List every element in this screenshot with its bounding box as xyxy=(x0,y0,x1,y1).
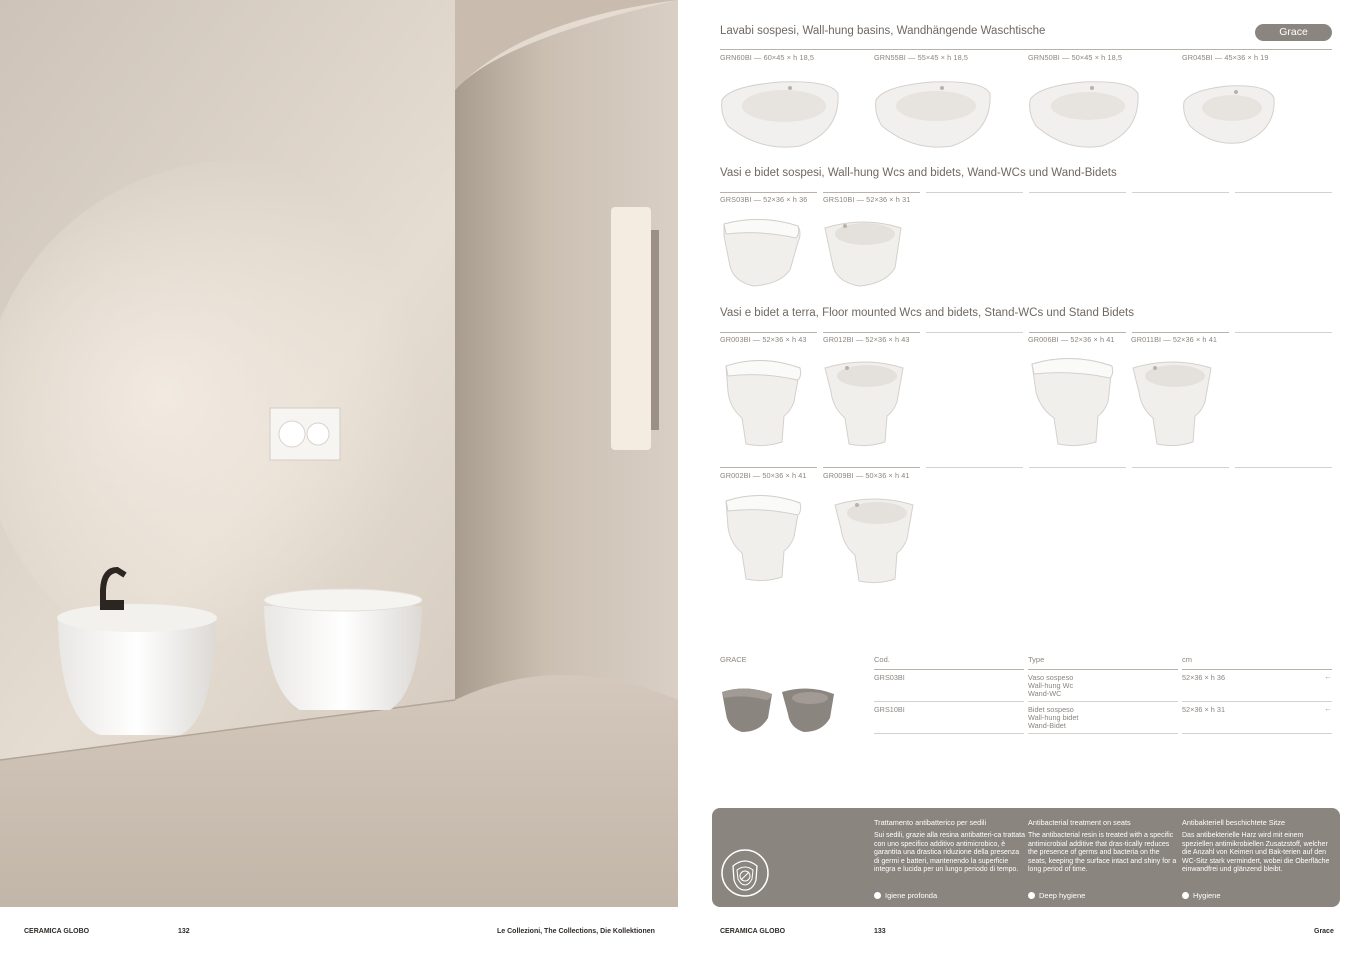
divider xyxy=(1182,669,1332,670)
info-tag-it xyxy=(874,891,937,900)
info-text-en: The antibacterial resin is treated with a specific antimicrobial additive that dras-tically reduces the presence of germs and bacteria on the seats, keeping the surface intact and shiny for a long period of time. xyxy=(1028,832,1177,874)
arrow-icon: ← xyxy=(1324,672,1332,681)
product-code: GR011BI — 52×36 × h 41 xyxy=(1131,335,1218,344)
table-header-size: cm xyxy=(1182,655,1192,664)
bullet-icon xyxy=(874,892,881,899)
divider xyxy=(823,467,920,468)
bidet-image xyxy=(1131,352,1215,450)
divider xyxy=(1029,467,1126,468)
divider xyxy=(1028,733,1178,734)
product-code: GRS03BI — 52×36 × h 36 xyxy=(720,195,808,204)
info-tag-en xyxy=(1028,891,1085,900)
product-code: GR006BI — 52×36 × h 41 xyxy=(1028,335,1115,344)
bathroom-scene-image xyxy=(0,0,678,907)
divider xyxy=(1182,701,1332,702)
divider xyxy=(1028,669,1178,670)
bidet-image xyxy=(823,352,907,450)
info-heading-de: Antibakteriell beschichtete Sitze xyxy=(1182,818,1286,827)
divider xyxy=(874,733,1024,734)
info-tag-label: Hygiene xyxy=(1193,891,1221,900)
table-cell-size: 52×36 × h 36 xyxy=(1182,673,1226,682)
divider xyxy=(1235,192,1332,193)
divider xyxy=(1028,701,1178,702)
antibacterial-seat-icon xyxy=(720,848,770,898)
info-heading-en: Antibacterial treatment on seats xyxy=(1028,818,1131,827)
info-text-de: Das antibekterielle Harz wird mit einem speziellen antimikrobiellen Zusatzstoff, welcher die Anzahl von Keimen und Bak-terien auf den WC-Sitz stark vermindert, wobei die Oberfläche einwandfrei und glänzend bleibt. xyxy=(1182,832,1330,874)
divider xyxy=(1132,332,1229,333)
footer-page-left: 132 xyxy=(178,928,190,935)
product-code: GRN60BI — 60×45 × h 18,5 xyxy=(720,53,815,62)
footer-name-right: Grace xyxy=(1314,928,1334,935)
divider xyxy=(720,49,1332,50)
basin-image xyxy=(1182,78,1276,150)
divider xyxy=(926,332,1023,333)
wc-image xyxy=(720,212,802,288)
divider xyxy=(926,467,1023,468)
table-cell-type: Bidet sospeso xyxy=(1028,705,1074,714)
product-silhouettes xyxy=(720,684,860,736)
section-title-basins: Lavabi sospesi, Wall-hung basins, Wandhängende Waschtische xyxy=(720,25,1046,37)
table-cell-type: Wall-hung Wc xyxy=(1028,681,1074,690)
divider xyxy=(1132,192,1229,193)
product-code: GR045BI — 45×36 × h 19 xyxy=(1182,53,1269,62)
table-cell-type: Vaso sospeso xyxy=(1028,673,1074,682)
divider xyxy=(1235,332,1332,333)
table-cell-size: 52×36 × h 31 xyxy=(1182,705,1226,714)
divider xyxy=(874,701,1024,702)
product-code: GR002BI — 50×36 × h 41 xyxy=(720,471,807,480)
antibacterial-info-box xyxy=(712,808,1340,907)
divider xyxy=(926,192,1023,193)
table-header-type: Type xyxy=(1028,655,1045,664)
divider xyxy=(720,467,817,468)
arrow-icon: ← xyxy=(1324,704,1332,713)
divider xyxy=(720,332,817,333)
section-title-floor: Vasi e bidet a terra, Floor mounted Wcs and bidets, Stand-WCs und Stand Bidets xyxy=(720,307,1134,319)
product-code: GRN50BI — 50×45 × h 18,5 xyxy=(1028,53,1123,62)
basin-image xyxy=(874,72,992,152)
table-cell-type: Wand-WC xyxy=(1028,689,1062,698)
bidet-image xyxy=(823,212,905,288)
footer-collection: Le Collezioni, The Collections, Die Kollektionen xyxy=(497,928,655,935)
info-tag-de xyxy=(1182,891,1221,900)
table-cell-code: GRS10BI xyxy=(874,705,905,714)
product-code: GR003BI — 52×36 × h 43 xyxy=(720,335,807,344)
divider xyxy=(1029,192,1126,193)
basin-image xyxy=(1028,72,1140,152)
table-cell-code: GRS03BI xyxy=(874,673,905,682)
wc-image xyxy=(720,487,804,585)
divider xyxy=(1132,467,1229,468)
divider xyxy=(1235,467,1332,468)
info-tag-label: Igiene profonda xyxy=(885,891,938,900)
footer-brand-left: CERAMICA GLOBO xyxy=(24,928,90,935)
product-code: GRS10BI — 52×36 × h 31 xyxy=(823,195,911,204)
table-header-collection: GRACE xyxy=(720,655,747,664)
table-cell-type: Wand-Bidet xyxy=(1028,721,1066,730)
product-code: GR009BI — 50×36 × h 41 xyxy=(823,471,910,480)
divider xyxy=(823,332,920,333)
bullet-icon xyxy=(1182,892,1189,899)
wc-image xyxy=(1028,350,1116,450)
table-cell-type: Wall-hung bidet xyxy=(1028,713,1079,722)
wc-image xyxy=(720,352,804,450)
info-heading-it: Trattamento antibatterico per sedili xyxy=(874,818,987,827)
collection-badge: Grace xyxy=(1255,24,1332,41)
info-tag-label: Deep hygiene xyxy=(1039,891,1086,900)
bathroom-photo xyxy=(0,0,678,907)
footer-brand-right: CERAMICA GLOBO xyxy=(720,928,786,935)
footer-page-right: 133 xyxy=(874,928,886,935)
basin-image xyxy=(720,72,840,152)
divider xyxy=(720,192,817,193)
divider xyxy=(874,669,1024,670)
product-code: GR012BI — 52×36 × h 43 xyxy=(823,335,910,344)
divider xyxy=(1182,733,1332,734)
bullet-icon xyxy=(1028,892,1035,899)
bidet-image xyxy=(833,489,917,587)
table-header-code: Cod. xyxy=(874,655,890,664)
section-title-wallhung: Vasi e bidet sospesi, Wall-hung Wcs and bidets, Wand-WCs und Wand-Bidets xyxy=(720,167,1117,179)
info-text-it: Sui sedili, grazie alla resina antibatteri-ca trattata con uno specifico additivo antimicrobico, è garantita una drastica riduzione della presenza di germi e batteri, mantenendo la superficie integra e lucida per un lungo periodo di tempo. xyxy=(874,832,1025,874)
divider xyxy=(1029,332,1126,333)
product-code: GRN55BI — 55×45 × h 18,5 xyxy=(874,53,969,62)
divider xyxy=(823,192,920,193)
